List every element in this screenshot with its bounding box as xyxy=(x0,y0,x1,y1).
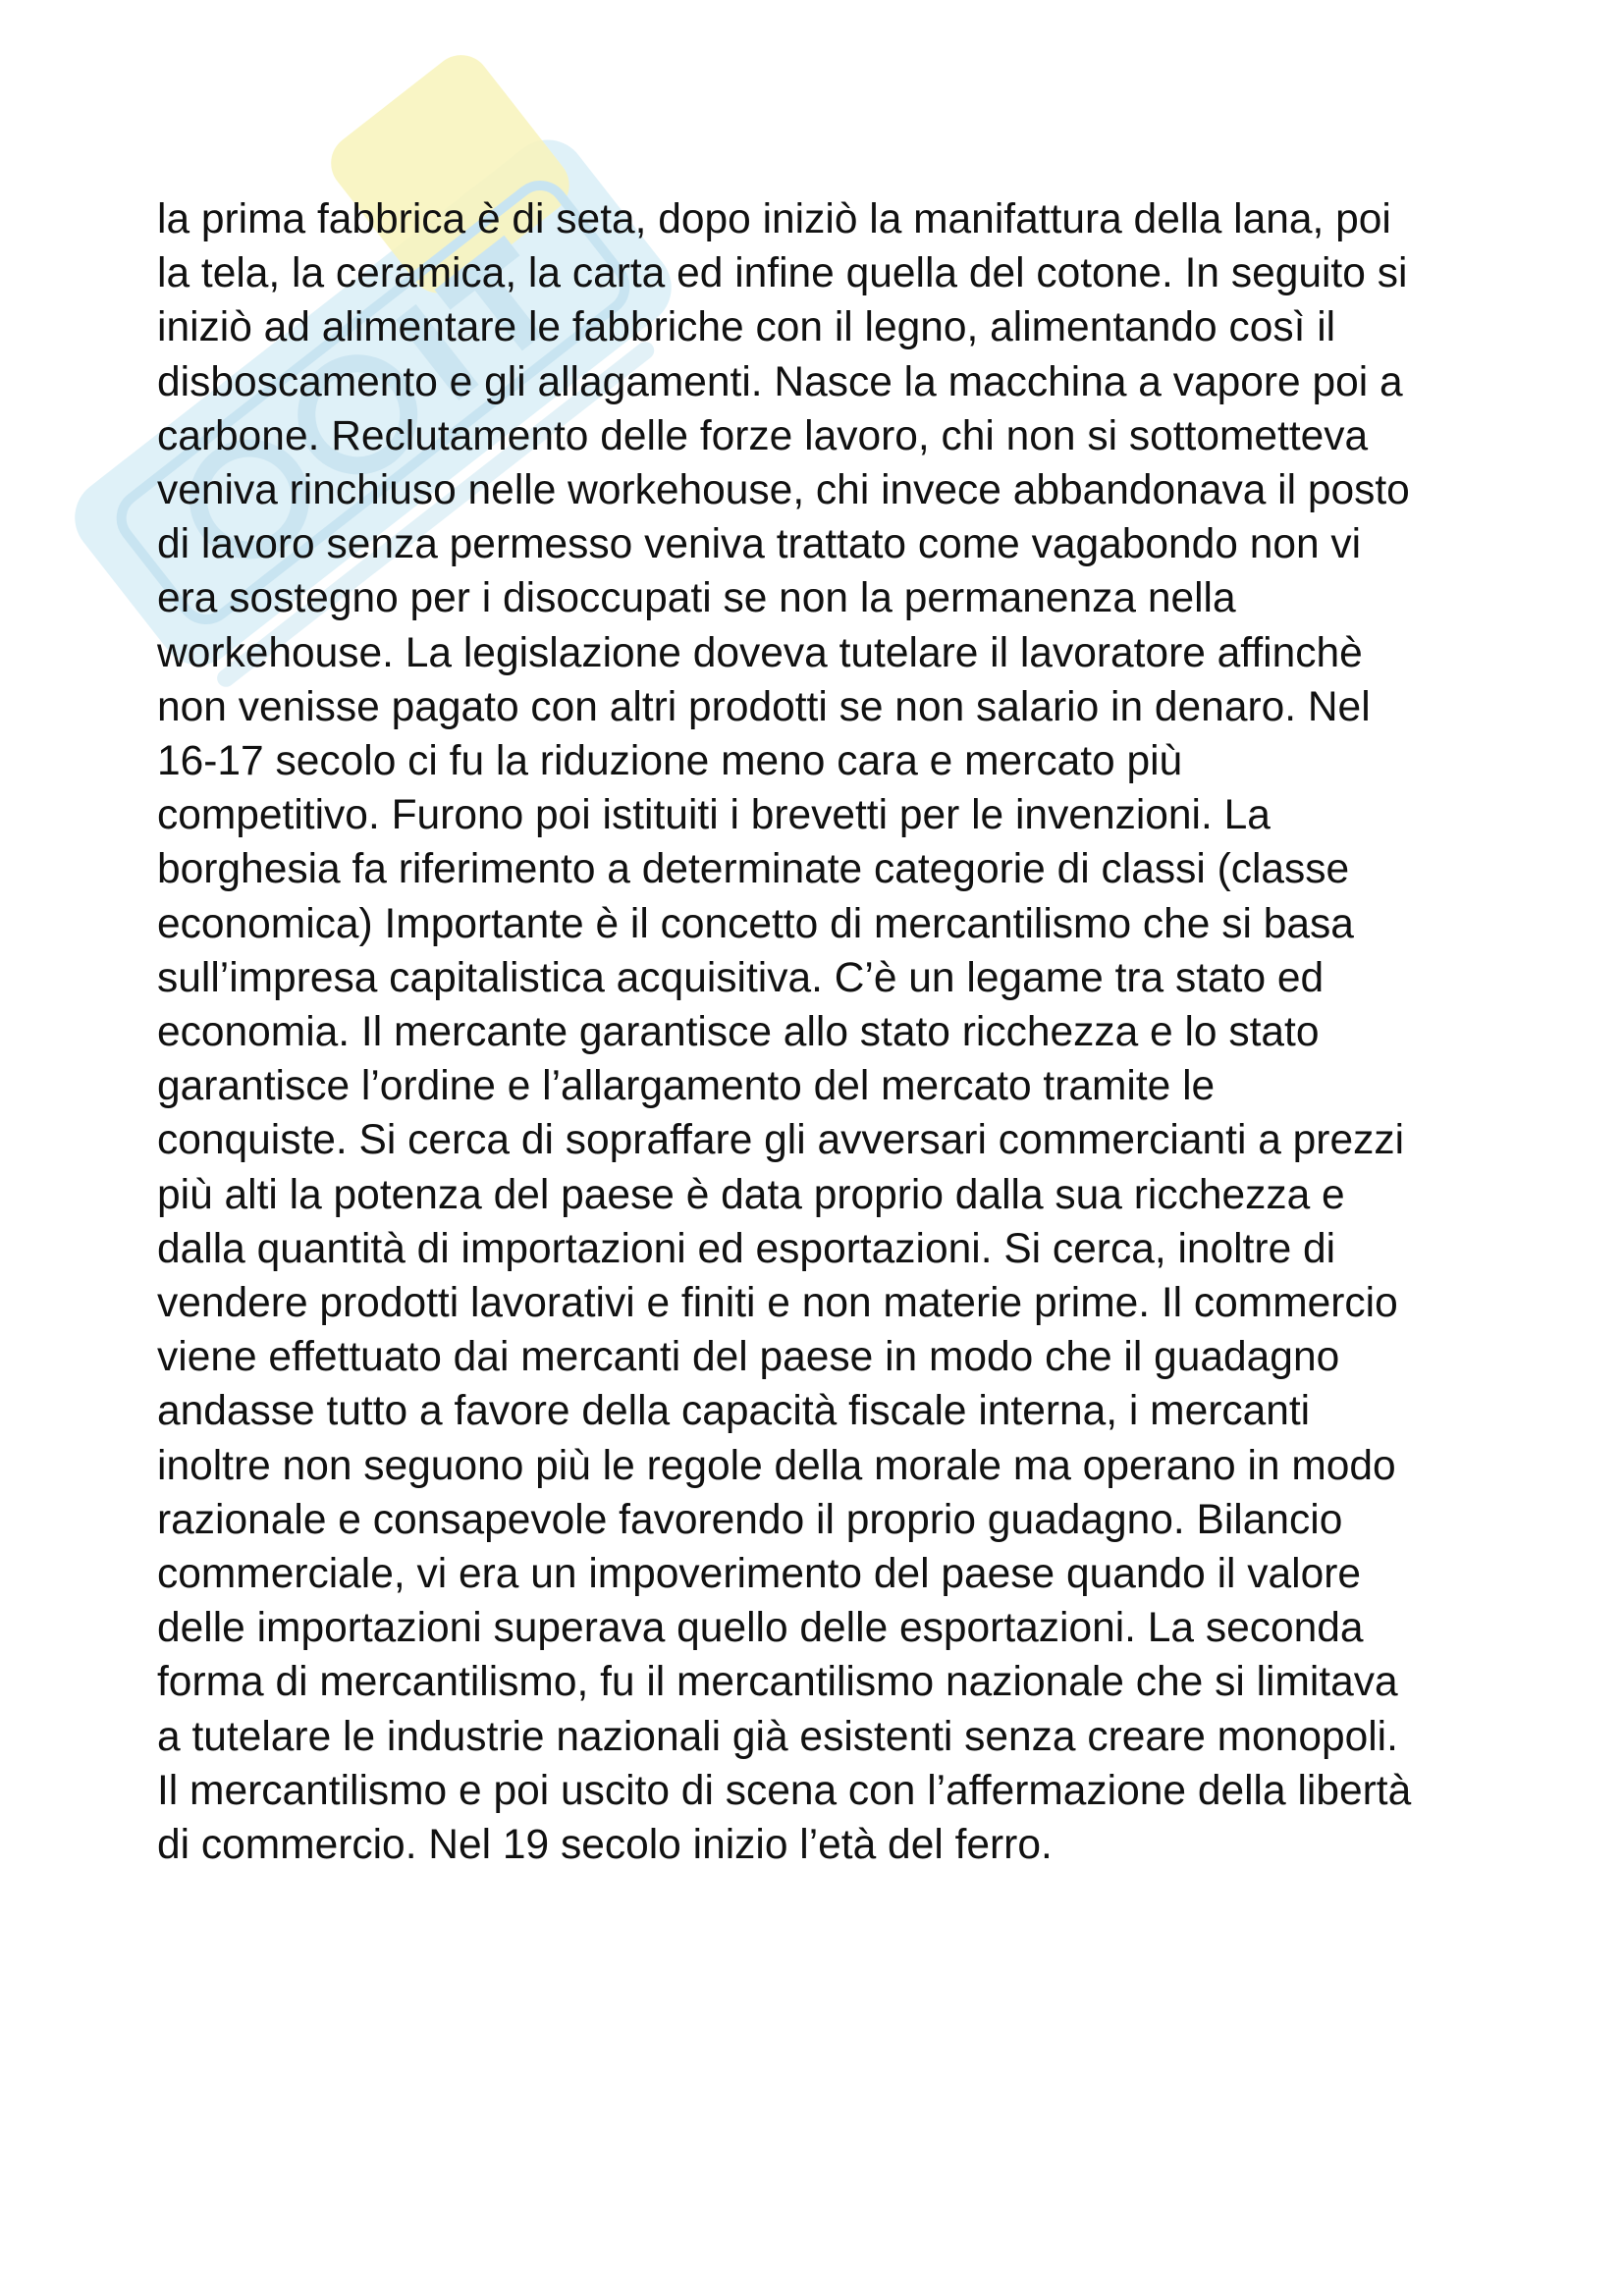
text-line: conquiste. Si cerca di sopraffare gli avversari commercianti a prezzi xyxy=(157,1117,1405,1164)
text-line: sull’impresa capitalistica acquisitiva. C’è un legame tra stato ed xyxy=(157,954,1325,1001)
text-line: disboscamento e gli allagamenti. Nasce la macchina a vapore poi a xyxy=(157,358,1403,405)
text-line: di commercio. Nel 19 secolo inizio l’età del ferro. xyxy=(157,1822,1053,1869)
text-line: forma di mercantilismo, fu il mercantilismo nazionale che si limitava xyxy=(157,1659,1398,1706)
body-text xyxy=(157,192,1492,1872)
text-line: garantisce l’ordine e l’allargamento del mercato tramite le xyxy=(157,1063,1216,1110)
text-line: economia. Il mercante garantisce allo stato ricchezza e lo stato xyxy=(157,1009,1320,1056)
text-line: iniziò ad alimentare le fabbriche con il legno, alimentando così il xyxy=(157,304,1336,351)
text-line: carbone. Reclutamento delle forze lavoro, chi non si sottometteva xyxy=(157,412,1369,459)
text-line: la prima fabbrica è di seta, dopo iniziò la manifattura della lana, poi xyxy=(157,196,1391,242)
text-line: delle importazioni superava quello delle esportazioni. La seconda xyxy=(157,1605,1364,1652)
text-line: 16-17 secolo ci fu la riduzione meno cara e mercato più xyxy=(157,738,1183,785)
text-line: Il mercantilismo e poi uscito di scena con l’affermazione della libertà xyxy=(157,1767,1412,1814)
text-line: più alti la potenza del paese è data proprio dalla sua ricchezza e xyxy=(157,1171,1345,1218)
text-line: viene effettuato dai mercanti del paese in modo che il guadagno xyxy=(157,1334,1340,1381)
text-line: andasse tutto a favore della capacità fiscale interna, i mercanti xyxy=(157,1388,1311,1435)
text-line: dalla quantità di importazioni ed esportazioni. Si cerca, inoltre di xyxy=(157,1225,1336,1272)
text-line: commerciale, vi era un impoverimento del paese quando il valore xyxy=(157,1551,1362,1598)
text-line: a tutelare le industrie nazionali già esistenti senza creare monopoli. xyxy=(157,1713,1398,1760)
text-line: la tela, la ceramica, la carta ed infine quella del cotone. In seguito si xyxy=(157,250,1408,297)
text-line: era sostegno per i disoccupati se non la permanenza nella xyxy=(157,575,1236,622)
text-line: razionale e consapevole favorendo il proprio guadagno. Bilancio xyxy=(157,1496,1343,1543)
text-line: vendere prodotti lavorativi e finiti e non materie prime. Il commercio xyxy=(157,1280,1398,1327)
text-line: workehouse. La legislazione doveva tutelare il lavoratore affinchè xyxy=(157,629,1363,676)
text-line: economica) Importante è il concetto di mercantilismo che si basa xyxy=(157,900,1354,947)
text-line: veniva rinchiuso nelle workehouse, chi invece abbandonava il posto xyxy=(157,467,1410,514)
text-line: di lavoro senza permesso veniva trattato come vagabondo non vi xyxy=(157,521,1362,568)
text-line: inoltre non seguono più le regole della morale ma operano in modo xyxy=(157,1442,1396,1489)
text-line: non venisse pagato con altri prodotti se non salario in denaro. Nel xyxy=(157,683,1371,730)
text-line: competitivo. Furono poi istituiti i brevetti per le invenzioni. La xyxy=(157,792,1271,839)
text-line: borghesia fa riferimento a determinate categorie di classi (classe xyxy=(157,846,1350,893)
